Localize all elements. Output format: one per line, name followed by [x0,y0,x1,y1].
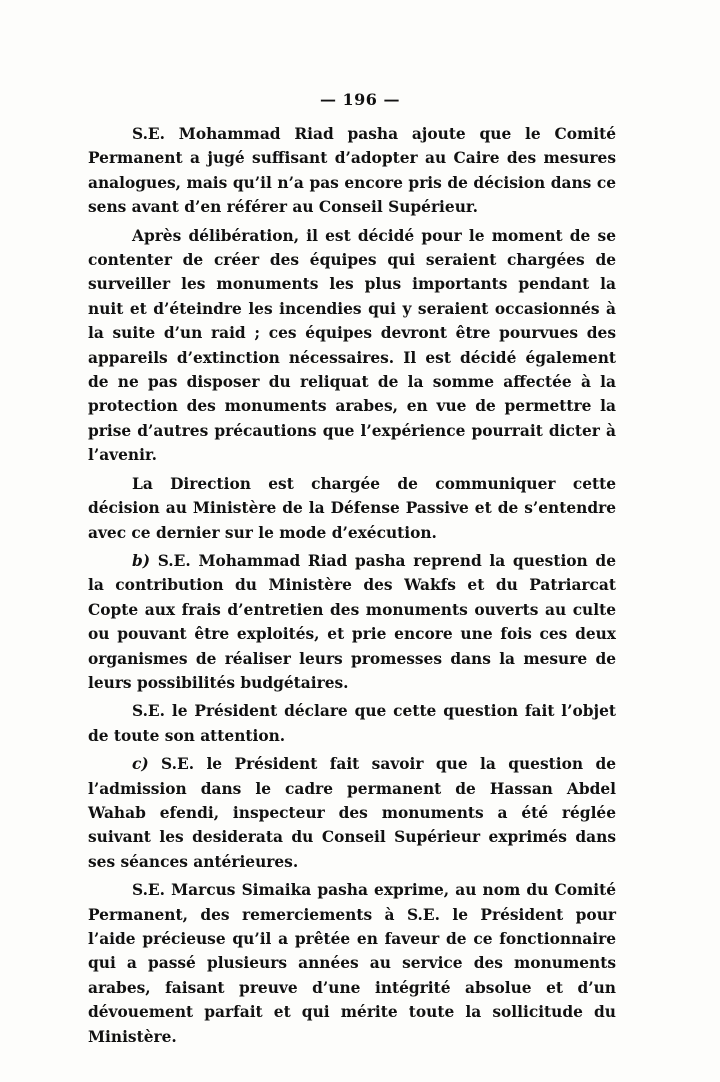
paragraph [88,122,616,220]
item-marker: b) [132,551,151,570]
paragraph-text: S.E. Mohammad Riad pasha ajoute que le Comité Permanent a jugé suffisant d’adopter au Caire des mesures analogues, mais qu’il n’a pas encore pris de décision dans ce sens avant d’en référer au Conseil Supérieur. [88,125,616,217]
page-number: — 196 — [319,90,401,109]
paragraph [88,224,616,468]
paragraph-text: S.E. Marcus Simaika pasha exprime, au nom du Comité Permanent, des remerciements à S.E. le Président pour l’aide précieuse qu’il a prêtée en faveur de ce fonctionnaire qui a passé plusieurs années au service des monuments arabes, faisant preuve d’une intégrité absolue et d’un dévouement parfait et qui mérite toute la sollicitude du Ministère. [88,881,616,1046]
paragraph [88,752,616,874]
body-text [88,122,616,1053]
paragraph [88,549,616,695]
paragraph-text: S.E. le Président fait savoir que la question de l’admission dans le cadre permanent de Hassan Abdel Wahab efendi, inspecteur des monuments a été réglée suivant les desiderata du Conseil Supérieur exprimés dans ses séances antérieures. [88,755,616,871]
paragraph-text: S.E. le Président déclare que cette question fait l’objet de toute son attention. [88,702,616,745]
paragraph-text: La Direction est chargée de communiquer cette décision au Ministère de la Défense Passive et de s’entendre avec ce dernier sur le mode d’exécution. [88,474,616,542]
paragraph [88,878,616,1049]
item-marker: c) [132,755,149,774]
paragraph-text: Après délibération, il est décidé pour le moment de se contenter de créer des équipes qui seraient chargées de surveiller les monuments les plus importants pendant la nuit et d’éteindre les incendies qui y seraient occasionnés à la suite d’un raid ; ces équipes devront être pourvues des appareils d’extinction nécessaires. Il est décidé également de ne pas disposer du reliquat de la somme affectée à la protection des monuments arabes, en vue de permettre la prise d’autres précautions que l’expérience pourrait dicter à l’avenir. [88,226,616,465]
paragraph-text: S.E. Mohammad Riad pasha reprend la question de la contribution du Ministère des Wakfs et du Patriarcat Copte aux frais d’entretien des monuments ouverts au culte ou pouvant être exploités, et prie encore une fois ces deux organismes de réaliser leurs promesses dans la mesure de leurs possibilités budgétaires. [88,551,616,692]
paragraph [88,699,616,748]
paragraph [88,472,616,545]
